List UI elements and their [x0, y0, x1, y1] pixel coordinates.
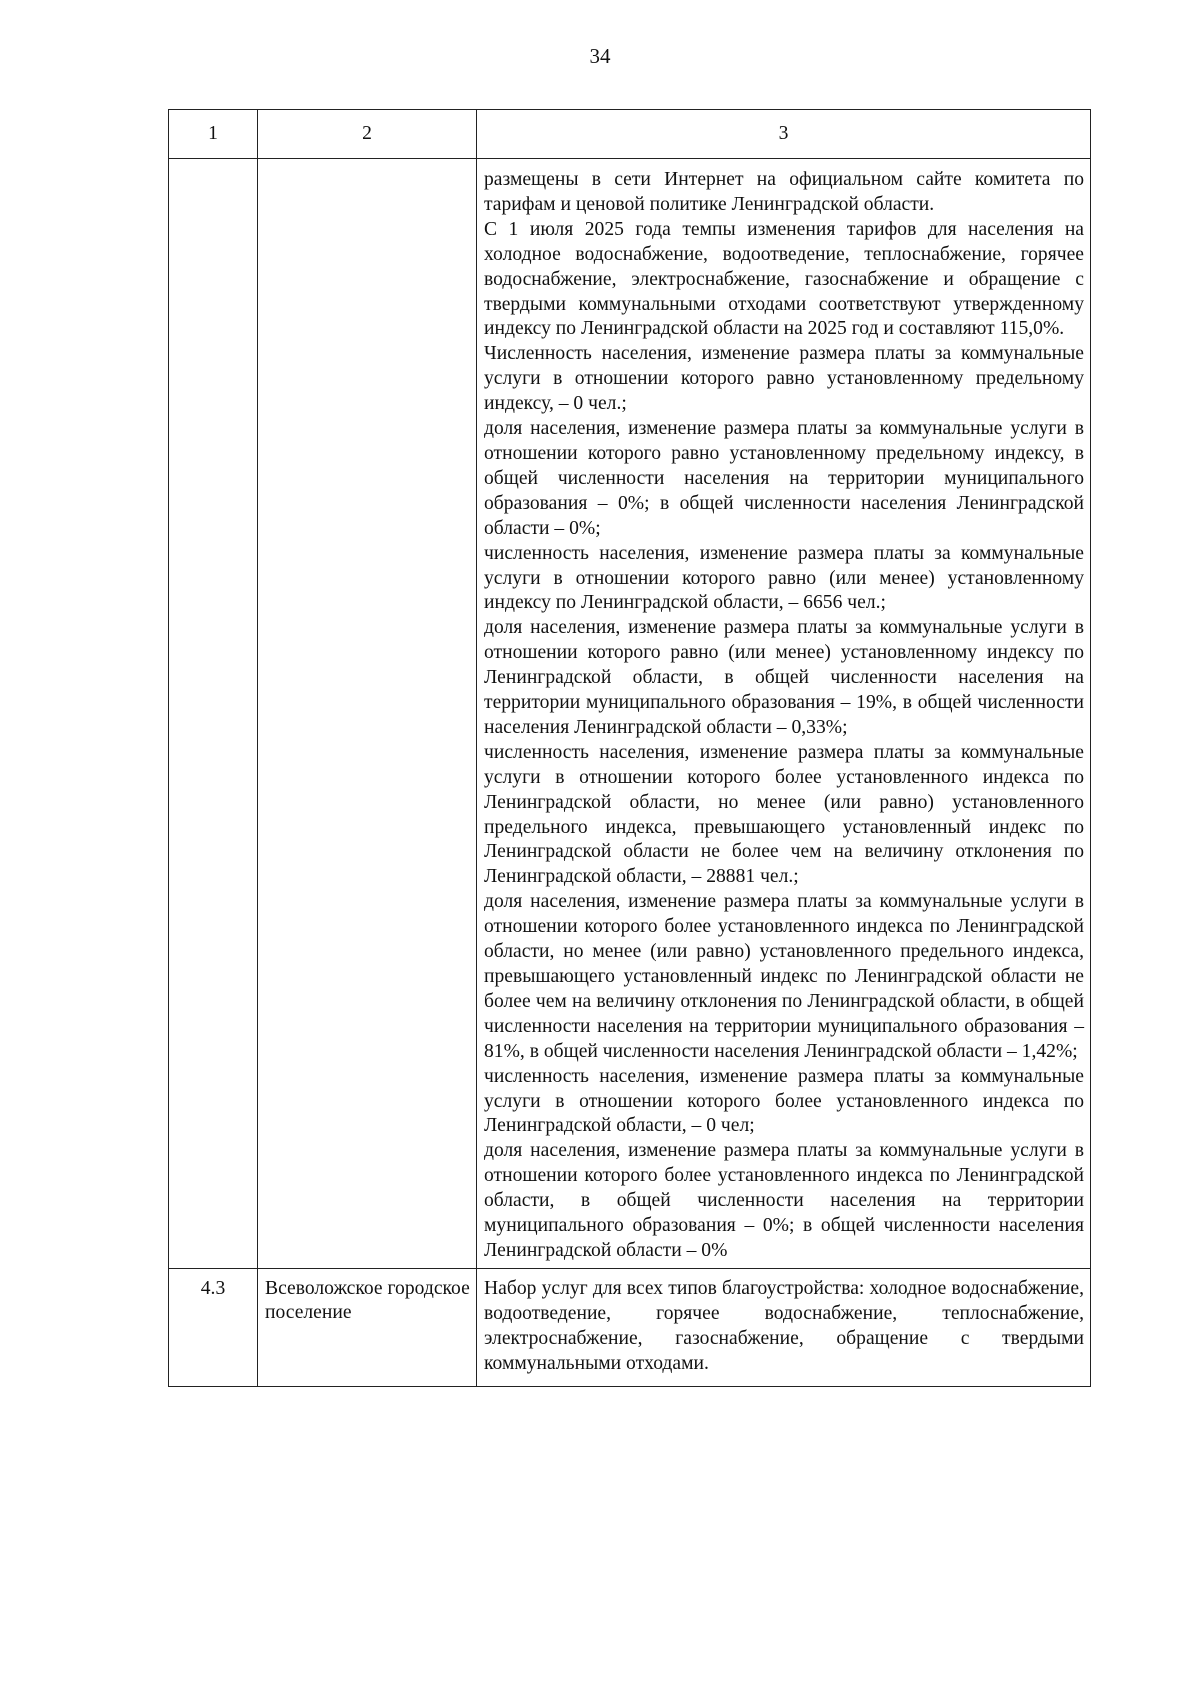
paragraph: Численность населения, изменение размера платы за коммунальные услуги в отношении которого равно установленному предельному индексу, – 0 чел.;: [484, 343, 1084, 415]
paragraph: доля населения, изменение размера платы за коммунальные услуги в отношении которого более установленного индекса по Ленинградской области, в общей численности населения на территории муниципального образования – 0%; в общей численности населения Ленинградской области – 0%: [484, 1140, 1084, 1261]
paragraph: доля населения, изменение размера платы за коммунальные услуги в отношении которого равно (или менее) установленному индексу по Ленинградской области, в общей численности населения на территории муниципального образования – 19%, в общей численности населения Ленинградской области – 0,33%;: [484, 617, 1084, 738]
paragraph: численность населения, изменение размера платы за коммунальные услуги в отношении которого более установленного индекса по Ленинградской области, – 0 чел;: [484, 1065, 1084, 1137]
header-cell-3: 3: [477, 110, 1091, 159]
paragraph: численность населения, изменение размера платы за коммунальные услуги в отношении которого равно (или менее) установленному индексу по Ленинградской области, – 6656 чел.;: [484, 542, 1084, 614]
table-row: [169, 1268, 1091, 1386]
description-cell: [477, 159, 1091, 1269]
paragraph: Набор услуг для всех типов благоустройства: холодное водоснабжение, водоотведение, горячее водоснабжение, теплоснабжение, электроснабжение, газоснабжение, обращение с твердыми коммунальными отходами.: [484, 1277, 1084, 1374]
paragraph: С 1 июля 2025 года темпы изменения тарифов для населения на холодное водоснабжение, водоотведение, теплоснабжение, горячее водоснабжение, электроснабжение, газоснабжение и обращение с твердыми коммунальными отходами соответствуют утвержденному индексу по Ленинградской области на 2025 год и составляют 115,0%.: [484, 218, 1084, 340]
paragraph: доля населения, изменение размера платы за коммунальные услуги в отношении которого равно установленному предельному индексу, в общей численности населения на территории муниципального образования – 0%; в общей численности населения Ленинградской области – 0%;: [484, 418, 1084, 539]
settlement-name-cell: [258, 159, 477, 1269]
header-cell-2: 2: [258, 110, 477, 159]
paragraph: доля населения, изменение размера платы за коммунальные услуги в отношении которого более установленного индекса по Ленинградской области, но менее (или равно) установленного предельного индекса, превышающего установленный индекс по Ленинградской области не более чем на величину отклонения по Ленинградской области, в общей численности населения на территории муниципального образования – 81%, в общей численности населения Ленинградской области – 1,42%;: [484, 891, 1084, 1062]
table-header: [169, 110, 1091, 159]
document-table: [168, 109, 1091, 1387]
page-number: 34: [589, 44, 611, 68]
row-number-cell: 4.3: [169, 1268, 258, 1386]
table-row: [169, 159, 1091, 1269]
settlement-name-cell: Всеволожское городское поселение: [258, 1268, 477, 1386]
row-number-cell: [169, 159, 258, 1269]
paragraph: размещены в сети Интернет на официальном сайте комитета по тарифам и ценовой политике Ленинградской области.: [484, 169, 1084, 215]
paragraph: численность населения, изменение размера платы за коммунальные услуги в отношении которого более установленного индекса по Ленинградской области, но менее (или равно) установленного предельного индекса, превышающего установленный индекс по Ленинградской области не более чем на величину отклонения по Ленинградской области, – 28881 чел.;: [484, 741, 1084, 888]
description-cell: [477, 1268, 1091, 1386]
header-cell-1: 1: [169, 110, 258, 159]
